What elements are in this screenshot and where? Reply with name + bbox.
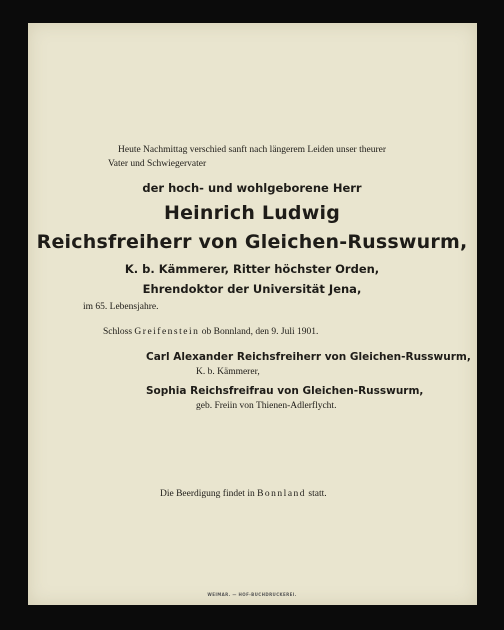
death-notice-sheet [28, 23, 477, 605]
place-prefix: Schloss [103, 327, 135, 337]
age-line: im 65. Lebensjahre. [83, 302, 159, 312]
printer-imprint: WEIMAR. — HOF-BUCHDRUCKEREI. [207, 592, 297, 597]
burial-suffix: statt. [306, 489, 327, 499]
place-name: Greifenstein [134, 327, 200, 337]
intro-line-1: Heute Nachmittag verschied sanft nach längerem Leiden unser theurer [118, 145, 386, 155]
honorific-line: der hoch- und wohlgeborene Herr [142, 181, 362, 195]
signatory-name: Carl Alexander Reichsfreiherr von Gleichen-Russwurm, [146, 351, 471, 363]
burial-place: Bonnland [257, 489, 307, 499]
deceased-surname-line: Reichsfreiherr von Gleichen-Russwurm, [36, 231, 468, 253]
deceased-given-names: Heinrich Ludwig [163, 202, 340, 224]
place-suffix: ob Bonnland, den 9. Juli 1901. [199, 327, 319, 337]
intro-line-2: Vater und Schwiegervater [108, 159, 207, 169]
burial-line [160, 489, 327, 499]
place-date-line [103, 327, 318, 337]
signatory-title: geb. Freiin von Thienen-Adlerflycht. [196, 401, 337, 411]
signatory-title: K. b. Kämmerer, [196, 367, 260, 377]
burial-prefix: Die Beerdigung findet in [160, 489, 258, 499]
deceased-title-line-1: K. b. Kämmerer, Ritter höchster Orden, [124, 262, 380, 276]
signatory-name: Sophia Reichsfreifrau von Gleichen-Russwurm, [146, 385, 424, 397]
deceased-title-line-2: Ehrendoktor der Universität Jena, [142, 282, 362, 296]
